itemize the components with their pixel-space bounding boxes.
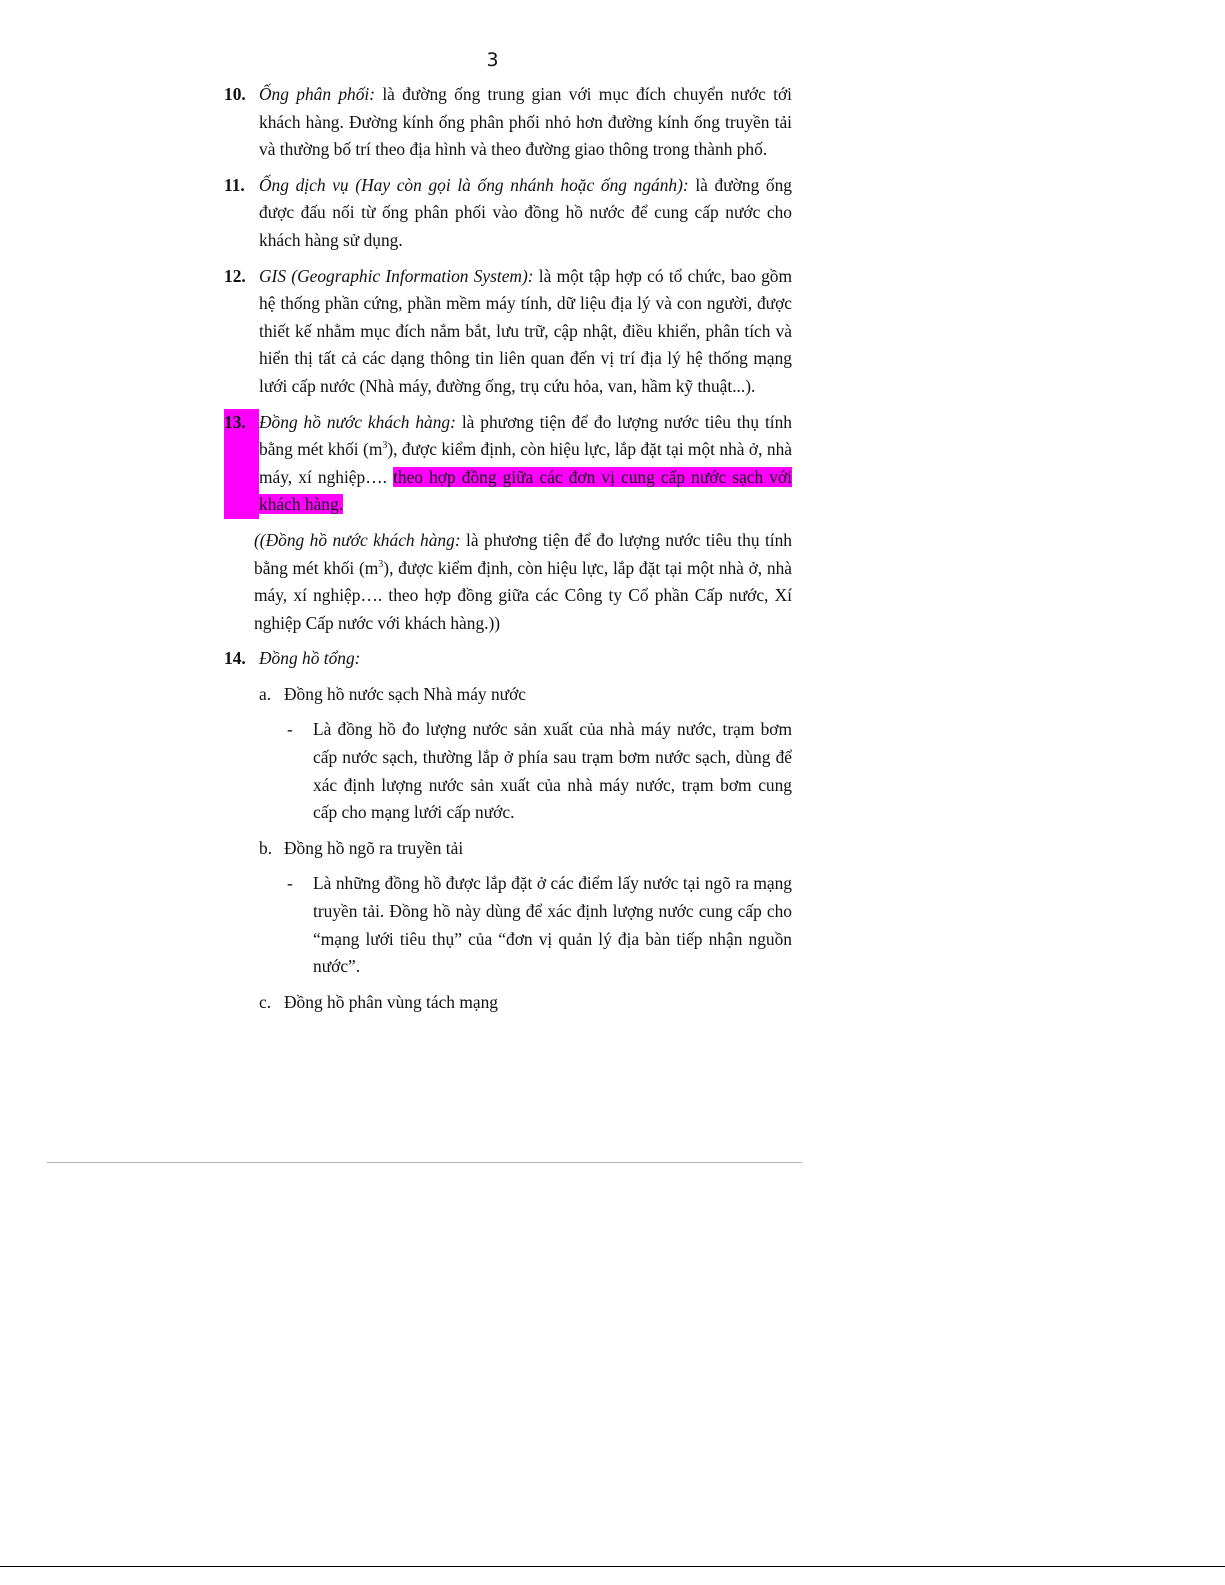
sub-item-b (259, 835, 792, 863)
superscript: 3 (382, 440, 388, 452)
definition-text (259, 263, 792, 401)
item-number: 11. (224, 174, 245, 195)
dash-bullet: - (287, 873, 293, 894)
definition-description: là phương tiện để đo lượng nước tiêu thụ tính bằng mét khối (m (259, 411, 793, 460)
definition-item-14 (224, 645, 792, 673)
definition-text (259, 172, 792, 255)
sub-item-c (259, 989, 792, 1017)
definition-term: Đồng hồ nước khách hàng: (259, 411, 456, 432)
dash-bullet: - (287, 719, 293, 740)
item-number: 10. (224, 84, 246, 104)
note-paragraph (254, 527, 792, 637)
page-bottom-border (0, 1566, 1225, 1567)
definition-item-13 (224, 409, 792, 519)
sub-item-title: Đồng hồ phân vùng tách mạng (284, 991, 498, 1012)
definition-text (259, 81, 792, 164)
footnote-separator (47, 1162, 802, 1163)
item-number: 14. (224, 648, 246, 669)
sub-item-a (259, 681, 792, 709)
definition-description: là đường ống trung gian với mục đích chuyển nước tới khách hàng. Đường kính ống phân phối nhỏ hơn đường kính ống truyền tải và thường bố trí theo địa hình và theo đường giao thông trong thành phố. (259, 84, 792, 160)
page-number: 3 (486, 49, 499, 71)
note-description-cont: ), được kiểm định, còn hiệu lực, lắp đặt tại một nhà ở, nhà máy, xí nghiệp…. theo hợp đồng giữa các Công ty Cổ phần Cấp nước, Xí nghiệp Cấp nước với khách hàng.)) (254, 557, 792, 633)
description-text: Là đồng hồ đo lượng nước sản xuất của nhà máy nước, trạm bơm cấp nước sạch, thường lắp ở phía sau trạm bơm nước sạch, dùng để xác định lượng nước sản xuất của nhà máy nước, trạm bơm cung cấp cho mạng lưới cấp nước. (313, 719, 792, 823)
description-text: Là những đồng hồ được lắp đặt ở các điểm lấy nước tại ngõ ra mạng truyền tải. Đồng hồ này dùng để xác định lượng nước cung cấp cho “mạng lưới tiêu thụ” của “đơn vị quản lý địa bàn tiếp nhận nguồn nước”. (313, 873, 792, 977)
definition-term: Ống dịch vụ (Hay còn gọi là ống nhánh hoặc ống ngánh): (259, 174, 689, 195)
sub-item-letter: b. (259, 837, 273, 858)
item-number-highlighted: 13. (224, 409, 259, 519)
sub-item-title: Đồng hồ ngõ ra truyền tải (284, 837, 464, 858)
definition-term: GIS (Geographic Information System): (259, 265, 534, 286)
item-number: 12. (224, 265, 246, 286)
highlighted-text: theo hợp đồng giữa các đơn vị cung cấp nước sạch với khách hàng. (259, 466, 792, 515)
document-body (224, 81, 792, 1024)
definition-item-10 (224, 81, 792, 164)
definition-item-12 (224, 263, 792, 401)
definition-term: Ống phân phối: (259, 84, 376, 104)
sub-item-letter: c. (259, 991, 272, 1012)
note-description: là phương tiện để đo lượng nước tiêu thụ tính bằng mét khối (m (254, 529, 792, 578)
definition-description: là một tập hợp có tổ chức, bao gồm hệ thống phần cứng, phần mềm máy tính, dữ liệu địa lý và con người, được thiết kế nhằm mục đích nắm bắt, lưu trữ, cập nhật, điều khiển, phân tích và hiển thị tất cả các dạng thông tin liên quan đến vị trí địa lý hệ thống mạng lưới cấp nước (Nhà máy, đường ống, trụ cứu hỏa, van, hầm kỹ thuật...). (259, 265, 792, 396)
definition-text (259, 645, 792, 673)
sub-item-title: Đồng hồ nước sạch Nhà máy nước (284, 683, 527, 704)
definition-description: là đường ống được đấu nối từ ống phân phối vào đồng hồ nước để cung cấp nước cho khách hàng sử dụng. (259, 174, 793, 250)
definition-description-cont: ), được kiểm định, còn hiệu lực, lắp đặt tại một nhà ở, nhà máy, xí nghiệp…. (259, 439, 792, 487)
superscript: 3 (378, 558, 384, 570)
definition-item-11 (224, 172, 792, 255)
definition-term: Đồng hồ tổng: (259, 648, 361, 669)
note-term: ((Đồng hồ nước khách hàng: (254, 529, 461, 550)
sub-item-b-description (287, 870, 792, 980)
sub-item-a-description (287, 716, 792, 826)
sub-item-letter: a. (259, 683, 272, 704)
definition-text (259, 409, 792, 519)
